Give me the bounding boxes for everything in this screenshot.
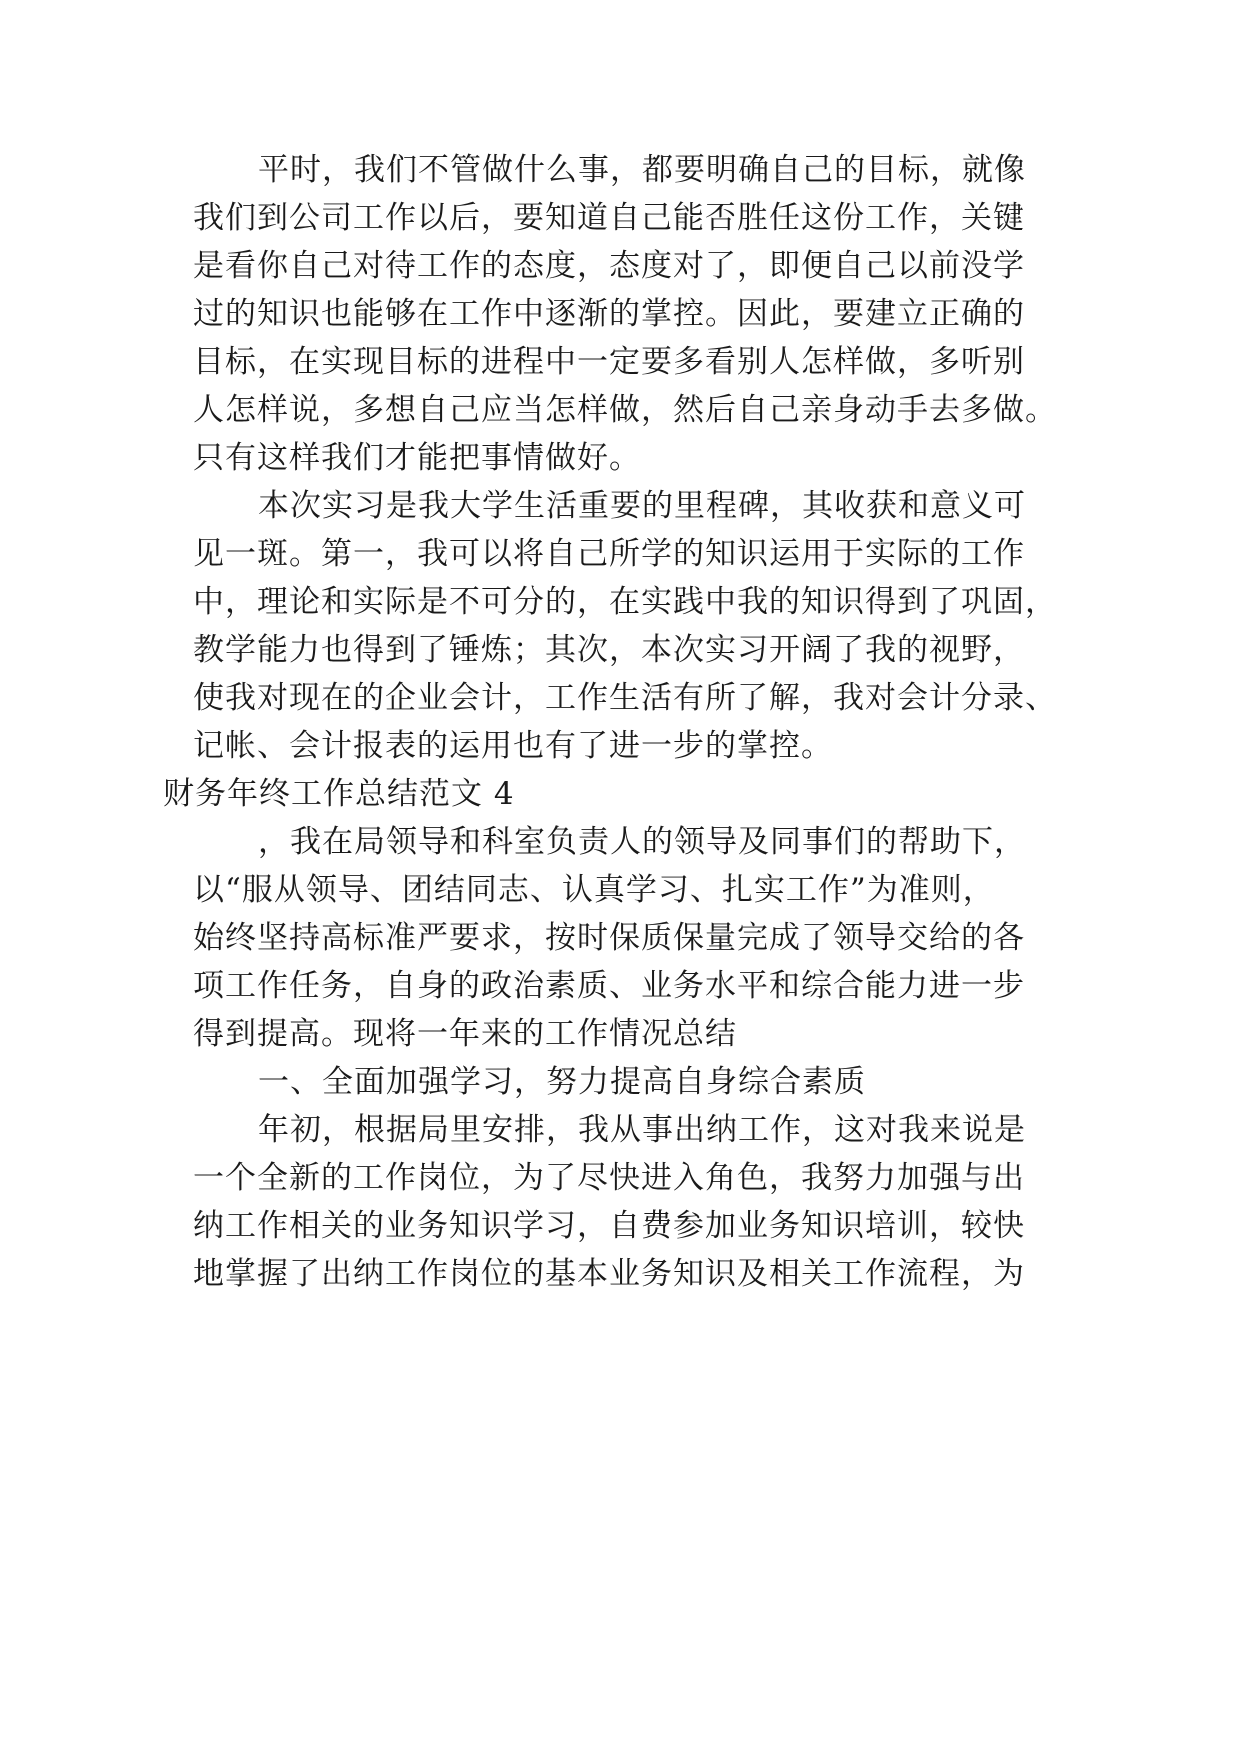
paragraph-line: 使我对现在的企业会计，工作生活有所了解，我对会计分录、: [193, 680, 1057, 716]
paragraph-line: 人怎样说，多想自己应当怎样做，然后自己亲身动手去多做。: [193, 392, 1057, 428]
paragraph-line: 纳工作相关的业务知识学习，自费参加业务知识培训，较快: [193, 1208, 1025, 1244]
paragraph-line: 一个全新的工作岗位，为了尽快进入角色，我努力加强与出: [193, 1160, 1025, 1196]
paragraph-line: ，我在局领导和科室负责人的领导及同事们的帮助下，: [258, 824, 1026, 860]
paragraph-line: 教学能力也得到了锤炼；其次，本次实习开阔了我的视野，: [193, 632, 1025, 668]
paragraph-line: 记帐、会计报表的运用也有了进一步的掌控。: [193, 728, 833, 764]
section-heading: 财务年终工作总结范文 4: [163, 776, 515, 812]
paragraph-line: 我们到公司工作以后，要知道自己能否胜任这份工作，关键: [193, 200, 1025, 236]
paragraph-line: 地掌握了出纳工作岗位的基本业务知识及相关工作流程，为: [193, 1256, 1025, 1292]
paragraph-line: 项工作任务，自身的政治素质、业务水平和综合能力进一步: [193, 968, 1025, 1004]
paragraph-line: 中，理论和实际是不可分的，在实践中我的知识得到了巩固，: [193, 584, 1057, 620]
paragraph-line: 平时，我们不管做什么事，都要明确自己的目标，就像: [258, 152, 1026, 188]
paragraph-line: 只有这样我们才能把事情做好。: [193, 440, 641, 476]
subsection-heading: 一、全面加强学习，努力提高自身综合素质: [258, 1064, 866, 1100]
paragraph-line: 见一斑。第一，我可以将自己所学的知识运用于实际的工作: [193, 536, 1025, 572]
paragraph-line: 目标，在实现目标的进程中一定要多看别人怎样做，多听别: [193, 344, 1025, 380]
paragraph-line: 过的知识也能够在工作中逐渐的掌控。因此，要建立正确的: [193, 296, 1025, 332]
paragraph-line: 得到提高。现将一年来的工作情况总结: [193, 1016, 737, 1052]
paragraph-line: 年初，根据局里安排，我从事出纳工作，这对我来说是: [258, 1112, 1026, 1148]
paragraph-line: 以“服从领导、团结同志、认真学习、扎实工作”为准则，: [193, 872, 995, 908]
paragraph-line: 始终坚持高标准严要求，按时保质保量完成了领导交给的各: [193, 920, 1025, 956]
paragraph-line: 是看你自己对待工作的态度，态度对了，即便自己以前没学: [193, 248, 1025, 284]
paragraph-line: 本次实习是我大学生活重要的里程碑，其收获和意义可: [258, 488, 1026, 524]
